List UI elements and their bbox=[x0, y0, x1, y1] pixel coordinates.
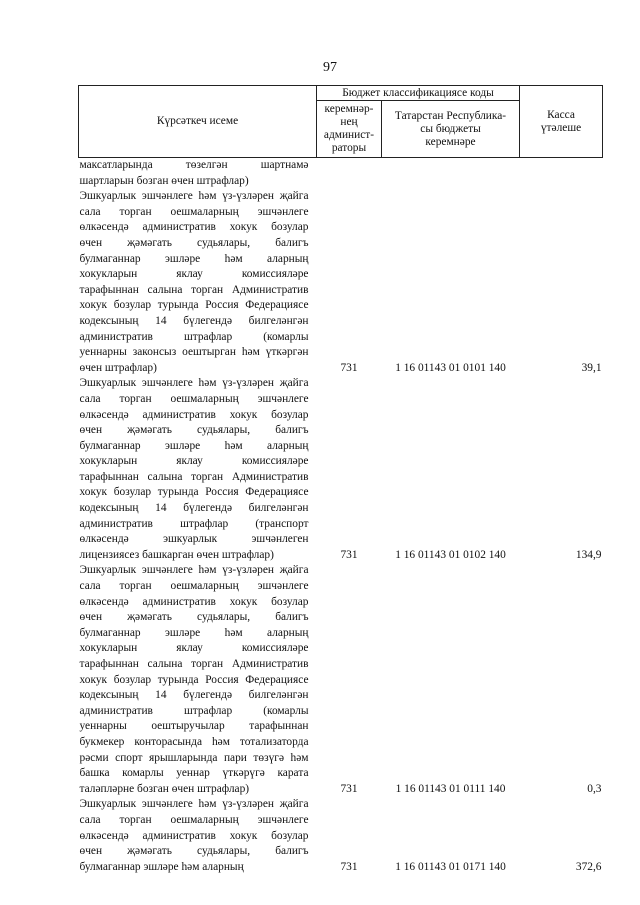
cash-execution-cell: 134,9 bbox=[575, 548, 602, 561]
indicator-name-cell bbox=[79, 797, 317, 875]
header-revenue-administrator bbox=[317, 101, 382, 158]
indicator-name-line: уеннарны оештыручылар тарафыннан bbox=[79, 720, 309, 733]
indicator-name-line: өлкәсендә административ хокук бозулар bbox=[79, 221, 309, 234]
indicator-name-line: Эшкуарлык эшчәнлеге һәм үз-үзләрен җайга bbox=[79, 798, 309, 811]
indicator-name-line: өчен җәмәгать судьялары, балигъ bbox=[79, 236, 309, 249]
indicator-name-line: хокук бозулар турында Россия Федерациясе bbox=[79, 486, 309, 499]
indicator-name-line: Эшкуарлык эшчәнлеге һәм үз-үзләрен җайга bbox=[79, 564, 309, 577]
indicator-name-line: максатларында төзелгән шартнамә bbox=[79, 159, 309, 171]
header-cash-line: Касса bbox=[547, 108, 575, 121]
indicator-name-line: Эшкуарлык эшчәнлеге һәм үз-үзләрен җайга bbox=[79, 377, 309, 390]
indicator-name-line: уеннарны законсыз оештырган һәм үткәргән bbox=[79, 346, 309, 359]
indicator-name-line: административ штрафлар (комарлы bbox=[79, 704, 309, 717]
indicator-name-line: өлкәсендә административ хокук бозулар bbox=[79, 408, 309, 421]
indicator-name-line: таләпләрне бозган өчен штрафлар) bbox=[79, 782, 250, 795]
indicator-name-line: хокук бозулар турында Россия Федерациясе bbox=[79, 673, 309, 686]
indicator-name-line: кодексының 14 бүлегендә билгеләнгән bbox=[79, 502, 309, 515]
header-admin-line: нең bbox=[340, 116, 358, 128]
header-admin-line: раторы bbox=[331, 142, 367, 154]
revenue-code-cell: 1 16 01143 01 0101 140 bbox=[395, 361, 506, 374]
indicator-name-cell bbox=[79, 563, 317, 797]
admin-code-cell: 731 bbox=[340, 361, 358, 374]
indicator-name-line: өчен җәмәгать судьялары, балигъ bbox=[79, 611, 309, 624]
header-revenue-line: керемнәре bbox=[425, 135, 476, 148]
table-body bbox=[79, 158, 603, 876]
indicator-name-line: тарафыннан салына торган Административ bbox=[79, 470, 309, 483]
page-number: 97 bbox=[323, 60, 337, 75]
revenue-code-cell: 1 16 01143 01 0102 140 bbox=[395, 548, 506, 561]
indicator-name-line: тарафыннан салына торган Административ bbox=[79, 283, 309, 296]
indicator-name-line: тарафыннан салына торган Административ bbox=[79, 658, 309, 670]
header-budget-classification-codes: Бюджет классификациясе коды bbox=[317, 86, 520, 101]
indicator-name-line: сала торган оешмаларның эшчәнлеге bbox=[79, 813, 309, 826]
indicator-name-line: өчен штрафлар) bbox=[79, 361, 157, 374]
indicator-name-line: булмаганнар эшләре һәм аларның bbox=[79, 626, 309, 639]
table-row bbox=[79, 158, 603, 190]
indicator-name-line: өлкәсендә административ хокук бозулар bbox=[79, 595, 309, 608]
indicator-name-line: өлкәсендә эшкуарлык эшчәнлеген bbox=[79, 533, 309, 546]
indicator-name-cell bbox=[79, 376, 317, 563]
header-indicator-name: Күрсәткеч исеме bbox=[79, 86, 317, 158]
header-admin-line: админист- bbox=[323, 129, 375, 141]
revenue-code-cell: 1 16 01143 01 0171 140 bbox=[395, 860, 506, 873]
indicator-name-line: булмаганнар эшләре һәм аларның bbox=[79, 439, 309, 452]
indicator-name-line: булмаганнар эшләре һәм аларның bbox=[79, 252, 309, 265]
indicator-name-cell bbox=[79, 189, 317, 376]
header-tatarstan-budget-revenue bbox=[382, 101, 520, 158]
indicator-name-line: башка комарлы уеннар үткәрүгә карата bbox=[79, 767, 309, 780]
table-row bbox=[79, 797, 603, 875]
indicator-name-line: булмаганнар эшләре һәм аларның bbox=[79, 860, 244, 873]
indicator-name-line: өчен җәмәгать судьялары, балигъ bbox=[79, 424, 309, 437]
admin-code-cell bbox=[317, 158, 382, 190]
indicator-name-line: сала торган оешмаларның эшчәнлеге bbox=[79, 205, 309, 218]
indicator-name-cell bbox=[79, 158, 317, 190]
cash-execution-cell bbox=[520, 158, 603, 190]
cash-execution-cell: 39,1 bbox=[581, 361, 602, 374]
indicator-name-line: өчен җәмәгать судьялары, балигъ bbox=[79, 845, 309, 858]
table-row bbox=[79, 376, 603, 563]
indicator-name-line: хокук бозулар турында Россия Федерациясе bbox=[79, 299, 309, 312]
indicator-name-line: хокукларын яклау комиссияләре bbox=[79, 455, 309, 468]
indicator-name-line: өлкәсендә административ хокук бозулар bbox=[79, 829, 309, 842]
budget-table bbox=[78, 85, 603, 875]
header-cash-execution bbox=[520, 86, 603, 158]
table-row bbox=[79, 189, 603, 376]
indicator-name-line: букмекер конторасында һәм тотализаторда bbox=[79, 735, 309, 748]
indicator-name-line: сала торган оешмаларның эшчәнлеге bbox=[79, 580, 309, 593]
indicator-name-line: административ штрафлар (комарлы bbox=[79, 330, 309, 343]
revenue-code-cell: 1 16 01143 01 0111 140 bbox=[395, 782, 506, 795]
admin-code-cell: 731 bbox=[340, 782, 358, 795]
indicator-name-line: сала торган оешмаларның эшчәнлеге bbox=[79, 392, 309, 405]
indicator-name-line: кодексының 14 бүлегендә билгеләнгән bbox=[79, 689, 309, 702]
indicator-name-line: кодексының 14 бүлегендә билгеләнгән bbox=[79, 314, 309, 327]
table-row bbox=[79, 563, 603, 797]
header-revenue-line: сы бюджеты bbox=[420, 122, 481, 135]
revenue-code-cell bbox=[382, 158, 520, 190]
header-admin-line: керемнәр- bbox=[324, 103, 374, 115]
admin-code-cell: 731 bbox=[340, 860, 358, 873]
indicator-name-line: Эшкуарлык эшчәнлеге һәм үз-үзләрен җайга bbox=[79, 190, 309, 203]
indicator-name-line: лицензиясез башкарган өчен штрафлар) bbox=[79, 548, 274, 561]
admin-code-cell: 731 bbox=[340, 548, 358, 561]
header-revenue-line: Татарстан Республика- bbox=[394, 109, 507, 122]
indicator-name-line: рәсми спорт ярышларында пари төзүгә һәм bbox=[79, 751, 309, 764]
header-cash-line: үтәлеше bbox=[540, 121, 582, 134]
indicator-name-line: шартларын бозган өчен штрафлар) bbox=[79, 174, 249, 187]
indicator-name-line: административ штрафлар (транспорт bbox=[79, 517, 309, 530]
indicator-name-line: хокукларын яклау комиссияләре bbox=[79, 642, 309, 655]
cash-execution-cell: 372,6 bbox=[575, 860, 602, 873]
indicator-name-line: хокукларын яклау комиссияләре bbox=[79, 268, 309, 281]
cash-execution-cell: 0,3 bbox=[587, 782, 602, 795]
